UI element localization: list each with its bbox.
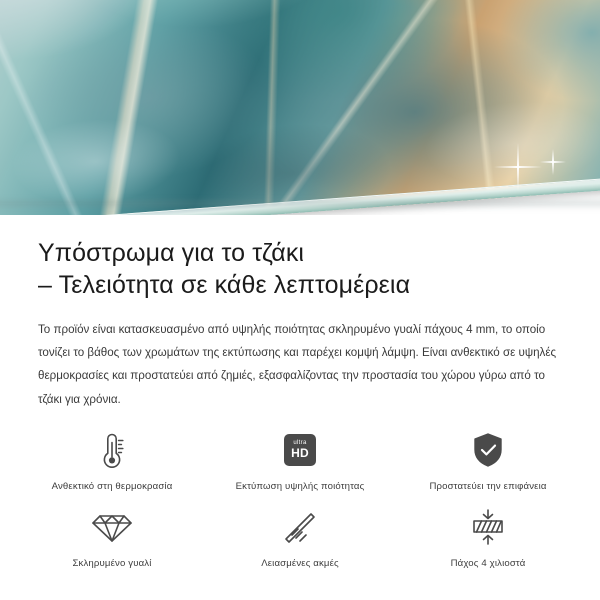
page-title-line-2: – Τελειότητα σε κάθε λεπτομέρεια [38,271,411,299]
feature-item-polished-edges [206,504,394,569]
feature-grid [0,427,600,569]
badge-bottom-text: HD [291,446,309,461]
page-title-line-1: Υπόστρωμα για το τζάκι [38,239,305,267]
feature-label: Εκτύπωση υψηλής ποιότητας [235,480,365,492]
shield-check-icon [467,427,509,473]
thickness-icon [466,504,510,550]
feature-label: Λειασμένες ακμές [261,557,339,569]
hero-image [0,0,600,215]
feature-item-heat-resistant [18,427,206,492]
diamond-icon [91,504,133,550]
feature-item-tempered-glass [18,504,206,569]
description-paragraph: Το προϊόν είναι κατασκευασμένο από υψηλής ποιότητας σκληρυμένο γυαλί πάχους 4 mm, το οποίο τονίζει το βάθος των χρωμάτων της εκτύπωσης και παρέχει κομψή λάμψη. Είναι ανθεκτικό σε υψηλές θερμοκρασίες και προστατεύει από ζημιές, εξασφαλίζοντας την προστασία του χώρου γύρω από το τζάκι για χρόνια. [38,323,557,406]
feature-label: Πάχος 4 χιλιοστά [450,557,526,569]
feature-item-surface-protection [394,427,582,492]
badge-top-text: ultra [293,440,307,447]
feature-label: Ανθεκτικό στη θερμοκρασία [51,480,173,492]
feature-item-thickness [394,504,582,569]
panel-shadow [0,201,600,209]
glass-panel [0,0,600,215]
content-block [0,215,600,411]
smoke-texture [0,0,600,215]
hero-artwork [0,0,600,215]
polished-edges-icon [279,504,321,550]
feature-label: Σκληρυμένο γυαλί [72,557,152,569]
thermometer-icon [92,427,132,473]
feature-item-print-quality [206,427,394,492]
page-title [38,237,562,301]
ultra-hd-icon [284,427,316,473]
feature-label: Προστατεύει την επιφάνεια [429,480,547,492]
